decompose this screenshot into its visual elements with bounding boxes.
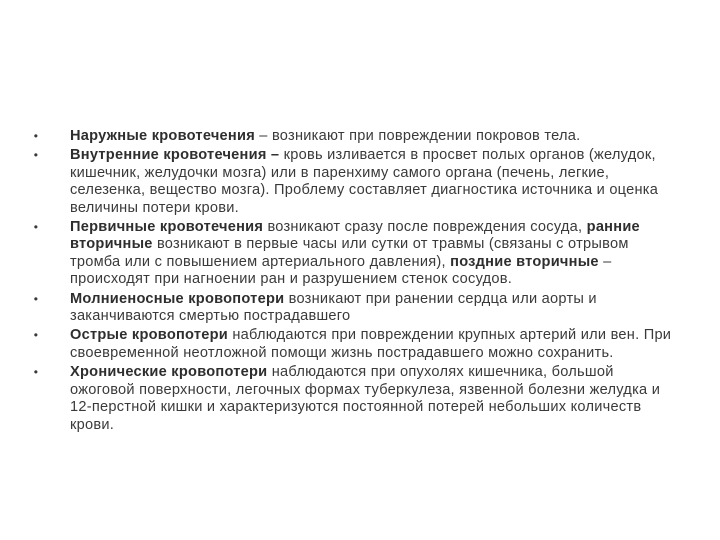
term: Первичные кровотечения (70, 219, 264, 236)
term: Острые кровопотери (70, 327, 229, 344)
bullet-icon: • (33, 328, 39, 343)
bullet-icon: • (33, 129, 39, 143)
bullet-item-primary-bleeding (30, 219, 680, 289)
text: кровь изливается в просвет полых органов (желудок, кишечник, желудочки мозга) или в паренхиму самого органа (печень, легкие, селезенка, вещество мозга). Проблему составляет диагностика источника и оценка величины потери крови. (70, 147, 659, 216)
term: поздние вторичные (450, 253, 599, 270)
dash: – (266, 147, 284, 164)
bullet-item-internal-bleeding (30, 147, 680, 217)
text: возникают при ранении сердца или аорты и заканчиваются смертью пострадавшего (70, 290, 597, 325)
bullet-icon: • (33, 291, 39, 306)
bullet-item-acute-blood-loss (30, 327, 680, 362)
text: возникают в первые часы или сутки от травмы (связаны с отрывом тромба или с повышением артериального давления), (70, 236, 629, 270)
text: наблюдаются при опухолях кишечника, большой ожоговой поверхности, легочных формах туберкулеза, язвенной болезни желудка и 12-перстной кишки и характеризуются постоянной потерей небольших количеств крови. (70, 364, 661, 433)
term: ранние вторичные (70, 219, 640, 253)
term: Хронические кровопотери (70, 364, 268, 381)
bullet-list (30, 128, 680, 436)
bullet-item-external-bleeding (30, 128, 680, 145)
text: – возникают при повреждении покровов тела. (254, 128, 581, 144)
bullet-item-chronic-blood-loss (30, 364, 680, 434)
bullet-item-fulminant-blood-loss (30, 291, 680, 326)
bullet-icon: • (33, 365, 39, 380)
text: – происходят при нагноении ран и разрушением стенок сосудов. (70, 253, 612, 288)
text: возникают сразу после повреждения сосуда, (263, 219, 587, 236)
term: Наружные кровотечения (70, 128, 255, 144)
term: Внутренние кровотечения (70, 147, 267, 164)
text: наблюдаются при повреждении крупных артерий или вен. При своевременной неотложной помощи жизнь пострадавшего можно сохранить. (70, 327, 672, 361)
bullet-icon: • (33, 148, 39, 163)
bullet-icon: • (33, 220, 39, 235)
term: Молниеносные кровопотери (70, 290, 285, 307)
